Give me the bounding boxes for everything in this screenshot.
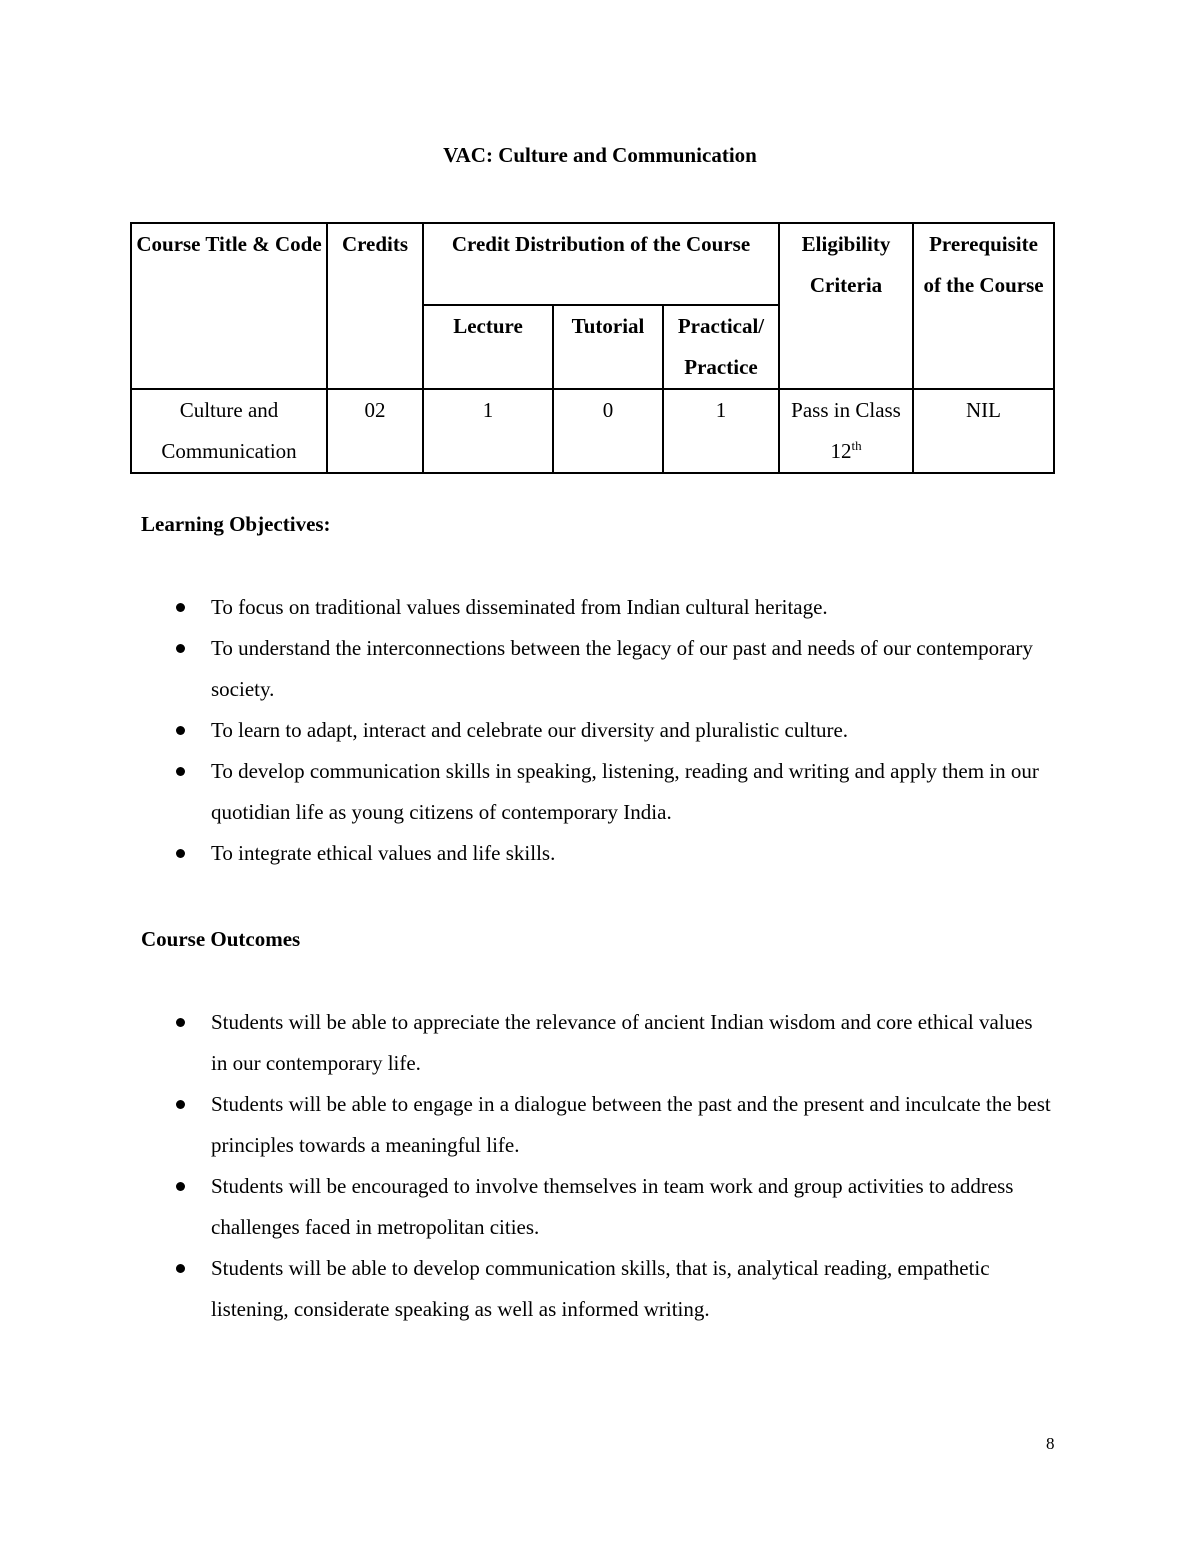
list-item: Students will be able to engage in a dialogue between the past and the present and inculcate the best principles towards a meaningful life. bbox=[141, 1084, 1051, 1166]
cell-practical: 1 bbox=[663, 389, 779, 473]
header-practical: Practical/ Practice bbox=[663, 305, 779, 389]
bullet-icon bbox=[176, 1182, 185, 1191]
header-prerequisite: Prerequisite of the Course bbox=[913, 223, 1054, 389]
course-outcomes-list bbox=[141, 1002, 1051, 1330]
cell-credits: 02 bbox=[327, 389, 423, 473]
cell-tutorial: 0 bbox=[553, 389, 663, 473]
page-number: 8 bbox=[1046, 1434, 1055, 1453]
bullet-icon bbox=[176, 644, 185, 653]
header-course-title: Course Title & Code bbox=[131, 223, 327, 389]
bullet-icon bbox=[176, 767, 185, 776]
eligibility-superscript: th bbox=[851, 438, 862, 453]
list-item: To develop communication skills in speaking, listening, reading and writing and apply them in our quotidian life as young citizens of contemporary India. bbox=[141, 751, 1051, 833]
list-item: Students will be able to develop communication skills, that is, analytical reading, empathetic listening, considerate speaking as well as informed writing. bbox=[141, 1248, 1051, 1330]
document-title: VAC: Culture and Communication bbox=[443, 143, 757, 167]
bullet-icon bbox=[176, 1100, 185, 1109]
header-lecture: Lecture bbox=[423, 305, 553, 389]
bullet-icon bbox=[176, 849, 185, 858]
cell-lecture: 1 bbox=[423, 389, 553, 473]
cell-prerequisite: NIL bbox=[913, 389, 1054, 473]
course-outcomes-heading: Course Outcomes bbox=[141, 927, 301, 951]
list-item: To integrate ethical values and life skills. bbox=[141, 833, 1051, 874]
list-item: Students will be able to appreciate the relevance of ancient Indian wisdom and core ethical values in our contemporary life. bbox=[141, 1002, 1051, 1084]
bullet-icon bbox=[176, 603, 185, 612]
cell-course-title: Culture and Communication bbox=[131, 389, 327, 473]
list-item: To focus on traditional values disseminated from Indian cultural heritage. bbox=[141, 587, 1051, 628]
bullet-icon bbox=[176, 1018, 185, 1027]
list-item: To understand the interconnections between the legacy of our past and needs of our contemporary society. bbox=[141, 628, 1051, 710]
bullet-icon bbox=[176, 726, 185, 735]
header-eligibility: Eligibility Criteria bbox=[779, 223, 913, 389]
bullet-icon bbox=[176, 1264, 185, 1273]
header-credit-distribution: Credit Distribution of the Course bbox=[423, 223, 779, 305]
learning-objectives-heading: Learning Objectives: bbox=[141, 512, 331, 536]
header-tutorial: Tutorial bbox=[553, 305, 663, 389]
eligibility-text: Pass in Class 12 bbox=[791, 398, 901, 463]
header-credits: Credits bbox=[327, 223, 423, 389]
cell-eligibility bbox=[779, 389, 913, 473]
list-item: To learn to adapt, interact and celebrate our diversity and pluralistic culture. bbox=[141, 710, 1051, 751]
course-details-table bbox=[130, 222, 1055, 474]
learning-objectives-list bbox=[141, 587, 1051, 874]
table-row bbox=[131, 389, 1054, 473]
list-item: Students will be encouraged to involve themselves in team work and group activities to address challenges faced in metropolitan cities. bbox=[141, 1166, 1051, 1248]
